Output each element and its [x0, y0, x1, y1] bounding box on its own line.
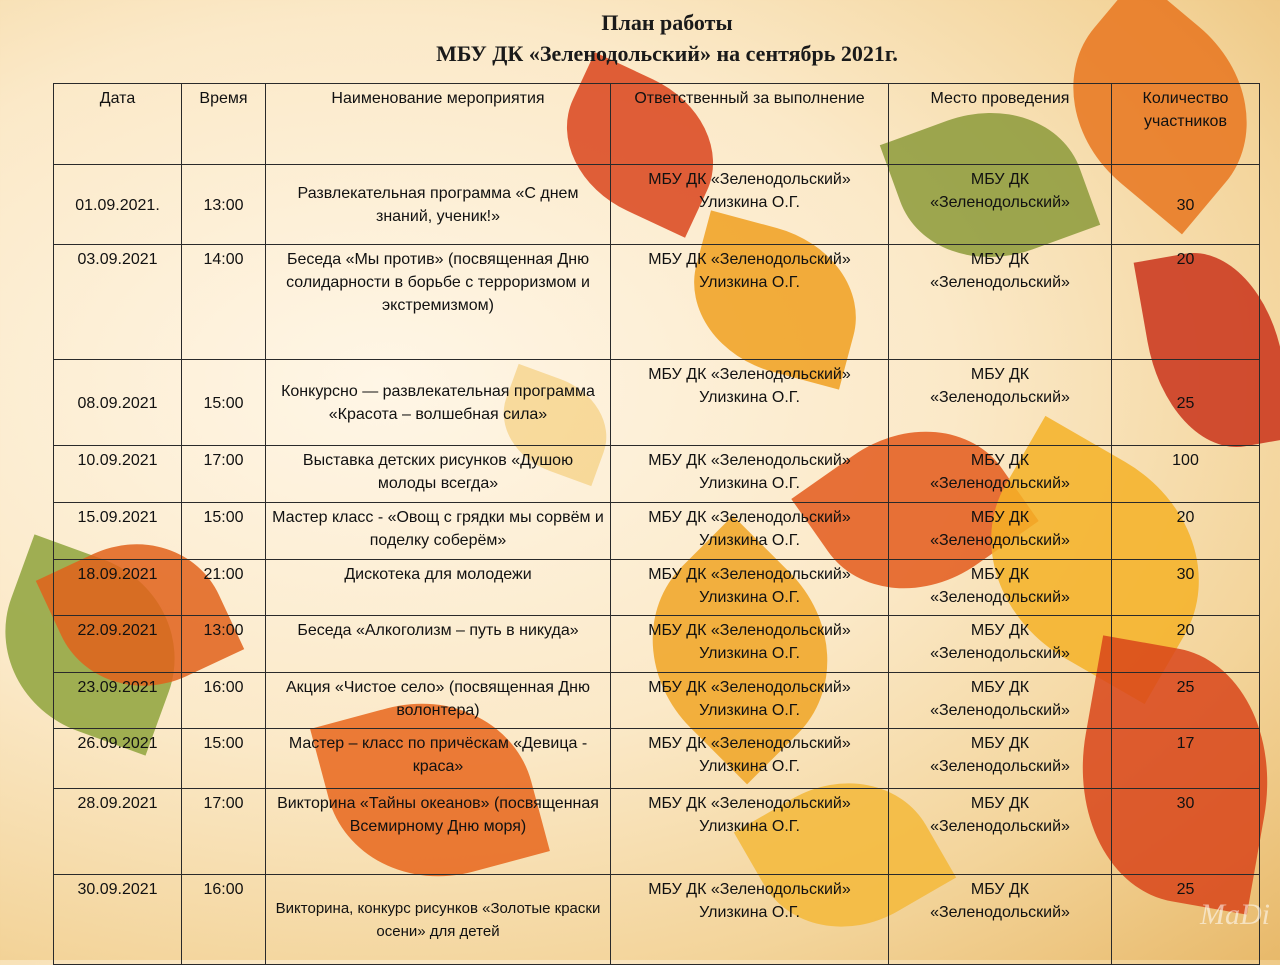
place-cell	[889, 560, 1112, 616]
responsible-person: Улизкина О.Г.	[699, 702, 800, 719]
place-line-1: МБУ ДК	[970, 881, 1030, 898]
place-line-2: «Зеленодольский»	[930, 194, 1070, 211]
count-cell: 25	[1112, 360, 1260, 446]
responsible-person: Улизкина О.Г.	[699, 758, 800, 775]
responsible-person: Улизкина О.Г.	[699, 389, 800, 406]
responsible-org: МБУ ДК «Зеленодольский»	[648, 795, 851, 812]
place-line-1: МБУ ДК	[970, 366, 1030, 383]
place-cell	[889, 616, 1112, 673]
responsible-person: Улизкина О.Г.	[699, 194, 800, 211]
table-row	[54, 503, 1260, 560]
count-cell: 20	[1112, 245, 1260, 360]
place-line-1: МБУ ДК	[970, 735, 1030, 752]
count-cell: 25	[1112, 875, 1260, 965]
page-title: План работы	[601, 10, 733, 35]
responsible-org: МБУ ДК «Зеленодольский»	[648, 366, 851, 383]
event-cell: Беседа «Алкоголизм – путь в никуда»	[266, 616, 611, 673]
place-line-1: МБУ ДК	[970, 509, 1030, 526]
event-cell: Акция «Чистое село» (посвященная Дню волонтера)	[266, 673, 611, 729]
place-cell	[889, 503, 1112, 560]
time-cell: 16:00	[182, 875, 266, 965]
date-cell: 08.09.2021	[54, 360, 182, 446]
date-cell: 30.09.2021	[54, 875, 182, 965]
date-cell: 28.09.2021	[54, 789, 182, 875]
place-line-1: МБУ ДК	[970, 566, 1030, 583]
time-cell: 14:00	[182, 245, 266, 360]
event-cell: Викторина, конкурс рисунков «Золотые краски осени» для детей	[266, 875, 611, 965]
responsible-cell	[611, 616, 889, 673]
responsible-person: Улизкина О.Г.	[699, 904, 800, 921]
schedule-table	[53, 83, 1260, 965]
table-row	[54, 245, 1260, 360]
header-count: Количество участников	[1112, 84, 1260, 165]
table-row	[54, 616, 1260, 673]
time-cell: 15:00	[182, 729, 266, 789]
responsible-cell	[611, 729, 889, 789]
date-cell: 03.09.2021	[54, 245, 182, 360]
time-cell: 16:00	[182, 673, 266, 729]
time-cell: 15:00	[182, 360, 266, 446]
responsible-cell	[611, 875, 889, 965]
responsible-cell	[611, 503, 889, 560]
count-cell: 17	[1112, 729, 1260, 789]
responsible-cell	[611, 446, 889, 503]
place-line-2: «Зеленодольский»	[930, 475, 1070, 492]
count-cell: 30	[1112, 165, 1260, 245]
place-line-2: «Зеленодольский»	[930, 589, 1070, 606]
table-header-row	[54, 84, 1260, 165]
header-responsible: Ответственный за выполнение	[611, 84, 889, 165]
date-cell: 15.09.2021	[54, 503, 182, 560]
responsible-org: МБУ ДК «Зеленодольский»	[648, 881, 851, 898]
event-cell: Беседа «Мы против» (посвященная Дню солидарности в борьбе с терроризмом и экстремизмом)	[266, 245, 611, 360]
responsible-org: МБУ ДК «Зеленодольский»	[648, 679, 851, 696]
date-cell: 23.09.2021	[54, 673, 182, 729]
event-cell: Мастер – класс по причёскам «Девица - краса»	[266, 729, 611, 789]
count-cell: 20	[1112, 503, 1260, 560]
count-cell: 30	[1112, 789, 1260, 875]
responsible-org: МБУ ДК «Зеленодольский»	[648, 566, 851, 583]
time-cell: 13:00	[182, 165, 266, 245]
table-row	[54, 875, 1260, 965]
count-cell: 100	[1112, 446, 1260, 503]
place-cell	[889, 446, 1112, 503]
event-cell: Викторина «Тайны океанов» (посвященная Всемирному Дню моря)	[266, 789, 611, 875]
responsible-person: Улизкина О.Г.	[699, 274, 800, 291]
time-cell: 15:00	[182, 503, 266, 560]
place-line-2: «Зеленодольский»	[930, 904, 1070, 921]
count-cell: 30	[1112, 560, 1260, 616]
responsible-cell	[611, 245, 889, 360]
date-cell: 18.09.2021	[54, 560, 182, 616]
place-line-1: МБУ ДК	[970, 171, 1030, 188]
place-line-2: «Зеленодольский»	[930, 274, 1070, 291]
table-row	[54, 165, 1260, 245]
date-cell: 10.09.2021	[54, 446, 182, 503]
event-cell: Выставка детских рисунков «Душою молоды всегда»	[266, 446, 611, 503]
responsible-org: МБУ ДК «Зеленодольский»	[648, 452, 851, 469]
responsible-org: МБУ ДК «Зеленодольский»	[648, 251, 851, 268]
header-event: Наименование мероприятия	[266, 84, 611, 165]
responsible-cell	[611, 560, 889, 616]
responsible-cell	[611, 165, 889, 245]
date-cell: 26.09.2021	[54, 729, 182, 789]
count-cell: 20	[1112, 616, 1260, 673]
responsible-person: Улизкина О.Г.	[699, 818, 800, 835]
responsible-org: МБУ ДК «Зеленодольский»	[648, 622, 851, 639]
place-cell	[889, 245, 1112, 360]
table-row	[54, 673, 1260, 729]
page-subtitle: МБУ ДК «Зеленодольский» на сентябрь 2021г.	[436, 41, 898, 66]
time-cell: 17:00	[182, 789, 266, 875]
place-line-1: МБУ ДК	[970, 795, 1030, 812]
table-row	[54, 729, 1260, 789]
responsible-cell	[611, 360, 889, 446]
responsible-org: МБУ ДК «Зеленодольский»	[648, 171, 851, 188]
place-line-1: МБУ ДК	[970, 452, 1030, 469]
header-time: Время	[182, 84, 266, 165]
event-cell: Конкурсно — развлекательная программа «Красота – волшебная сила»	[266, 360, 611, 446]
place-cell	[889, 729, 1112, 789]
place-line-1: МБУ ДК	[970, 251, 1030, 268]
event-cell: Мастер класс - «Овощ с грядки мы сорвём и поделку соберём»	[266, 503, 611, 560]
watermark: MaDi	[1200, 898, 1270, 931]
responsible-person: Улизкина О.Г.	[699, 589, 800, 606]
place-line-2: «Зеленодольский»	[930, 532, 1070, 549]
place-line-2: «Зеленодольский»	[930, 389, 1070, 406]
place-line-2: «Зеленодольский»	[930, 818, 1070, 835]
responsible-org: МБУ ДК «Зеленодольский»	[648, 735, 851, 752]
place-line-1: МБУ ДК	[970, 679, 1030, 696]
table-row	[54, 789, 1260, 875]
responsible-person: Улизкина О.Г.	[699, 475, 800, 492]
header-date: Дата	[54, 84, 182, 165]
header-place: Место проведения	[889, 84, 1112, 165]
date-cell: 01.09.2021.	[54, 165, 182, 245]
place-line-2: «Зеленодольский»	[930, 702, 1070, 719]
place-cell	[889, 360, 1112, 446]
place-cell	[889, 789, 1112, 875]
date-cell: 22.09.2021	[54, 616, 182, 673]
table-row	[54, 560, 1260, 616]
responsible-cell	[611, 789, 889, 875]
responsible-person: Улизкина О.Г.	[699, 532, 800, 549]
place-line-2: «Зеленодольский»	[930, 758, 1070, 775]
responsible-org: МБУ ДК «Зеленодольский»	[648, 509, 851, 526]
event-cell: Дискотека для молодежи	[266, 560, 611, 616]
place-cell	[889, 673, 1112, 729]
table-row	[54, 446, 1260, 503]
count-cell: 25	[1112, 673, 1260, 729]
place-cell	[889, 875, 1112, 965]
responsible-person: Улизкина О.Г.	[699, 645, 800, 662]
place-line-2: «Зеленодольский»	[930, 645, 1070, 662]
time-cell: 13:00	[182, 616, 266, 673]
time-cell: 21:00	[182, 560, 266, 616]
place-cell	[889, 165, 1112, 245]
time-cell: 17:00	[182, 446, 266, 503]
event-cell: Развлекательная программа «С днем знаний, ученик!»	[266, 165, 611, 245]
place-line-1: МБУ ДК	[970, 622, 1030, 639]
table-row	[54, 360, 1260, 446]
responsible-cell	[611, 673, 889, 729]
